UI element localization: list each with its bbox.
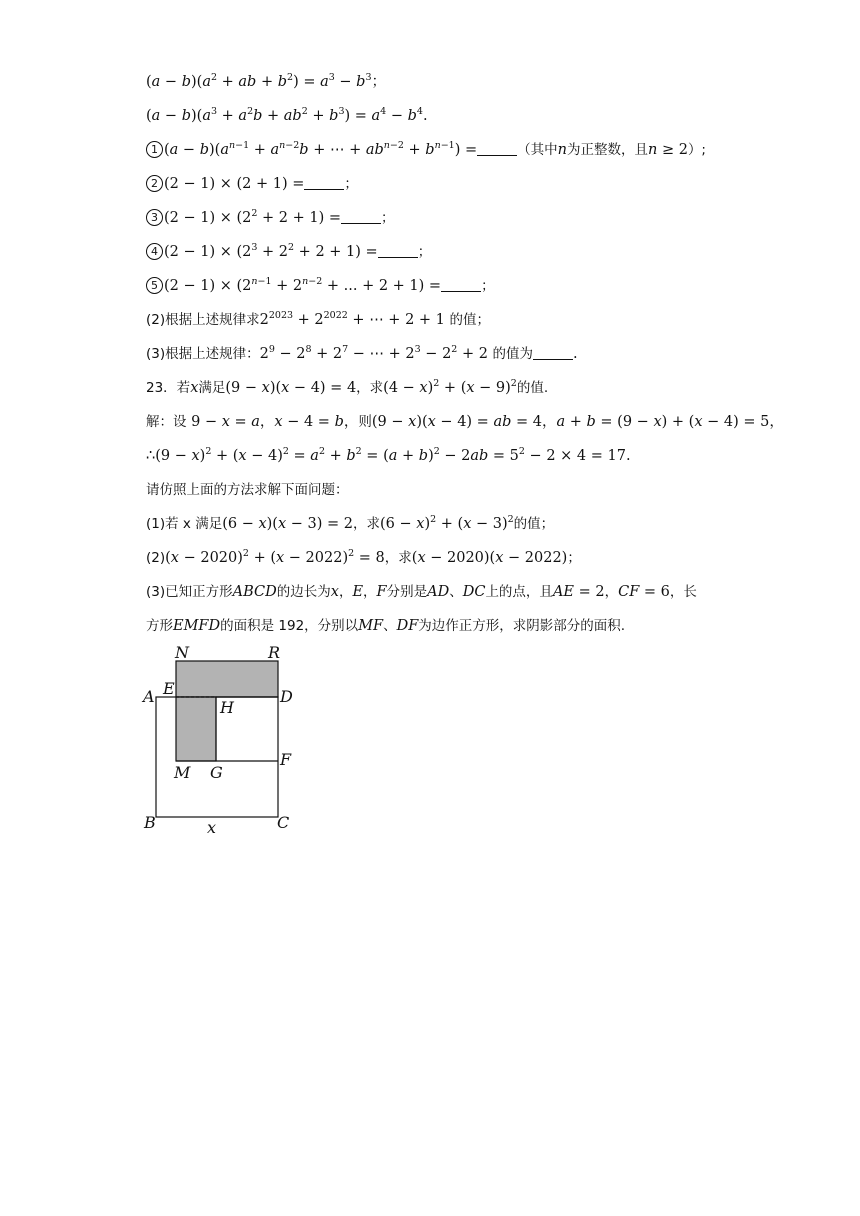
answer-blank[interactable] bbox=[477, 143, 517, 156]
label-d: D bbox=[280, 687, 293, 706]
label-b: B bbox=[144, 813, 156, 832]
answer-blank[interactable] bbox=[533, 347, 573, 360]
label-x: x bbox=[207, 818, 217, 837]
label-n: N bbox=[175, 643, 189, 662]
identity-line-1: $(a - b)(a^2$ + ab + $b^2) = a^3 - b^3$； bbox=[146, 72, 387, 90]
label-c: C bbox=[277, 813, 290, 832]
label-e: E bbox=[163, 679, 175, 698]
answer-blank[interactable] bbox=[441, 279, 481, 292]
item-1: 1 $(a - b)(a^{n-1} + a^{n-2}b$ + ⋯ + $ab^{n-2} + b^{n-1}$) = （其中n为正整数，且n ≥ 2）; bbox=[146, 140, 706, 160]
sub-question-2: $(2)(x - 2020)^2 + (x - 2022)^2 = 8$，求(x − 2020)(x − 2022)； bbox=[146, 548, 581, 566]
label-h: H bbox=[220, 698, 234, 717]
answer-blank[interactable] bbox=[378, 245, 418, 258]
question-23: 23．若x满足(9 − x)(x − 4) = 4，求$(4 - x)^2 + (x - 9)^2$的值. bbox=[146, 378, 549, 396]
part-3: (3)根据上述规律：$2^9 - 2^8 + 2^7$ − ⋯ + $2^3 - 2^2 + 2$ 的值为 . bbox=[146, 344, 578, 362]
label-m: M bbox=[174, 763, 191, 782]
solution-line-1: 解：设 9 − x = a，x − 4 = b，则(9 − x)(x − 4) = ab = 4，a + b = (9 − x) + (x − 4) = 5， bbox=[146, 414, 784, 430]
label-g: G bbox=[210, 763, 223, 782]
answer-blank[interactable] bbox=[341, 211, 381, 224]
instruction: 请仿照上面的方法求解下面问题： bbox=[146, 482, 349, 498]
identity-line-2: $(a - b)(a^3 + a^2b + ab^2 + b^3) = a^4 - b^4$. bbox=[146, 106, 428, 124]
geometry-figure bbox=[138, 640, 308, 840]
label-r: R bbox=[268, 643, 281, 662]
shaded-region-top bbox=[176, 661, 278, 697]
sub-question-3-line-2: 方形EMFD的面积是 192，分别以MF、DF为边作正方形，求阴影部分的面积. bbox=[146, 618, 626, 634]
item-3: 3 $(2 - 1) \times (2^2 + 2 + 1)$ = ； bbox=[146, 208, 395, 228]
sub-question-3-line-1: (3)已知正方形ABCD的边长为x，E，F分别是AD、DC上的点，且AE = 2，CF = 6，长 bbox=[146, 584, 697, 600]
item-2: 2 (2 − 1) × (2 + 1) = ； bbox=[146, 174, 358, 194]
sub-question-1: (1)若 x 满足(6 − x)(x − 3) = 2，求$(6 - x)^2 + (x - 3)^2$的值； bbox=[146, 514, 555, 532]
answer-blank[interactable] bbox=[304, 177, 344, 190]
item-4: 4 $(2 - 1) \times (2^3 + 2^2 + 2 + 1)$ = ； bbox=[146, 242, 431, 262]
square-abcd bbox=[156, 697, 278, 817]
solution-line-2: ∴(9 − $x)^2 + (x - 4)^2 = a^2 + b^2 = (a + b)^2 - 2ab = 5^2 - 2 \times 4 = 17$. bbox=[146, 446, 631, 464]
part-2: (2)根据上述规律求$2^{2023} + 2^{2022}$ + ⋯ + 2 + 1 的值； bbox=[146, 310, 490, 328]
shaded-region-left bbox=[176, 697, 216, 761]
item-5: 5 $(2 - 1) \times (2^{n-1} + 2^{n-2}$ + ... + 2 + 1) = ； bbox=[146, 276, 495, 296]
label-f: F bbox=[280, 750, 292, 769]
label-a: A bbox=[143, 687, 155, 706]
